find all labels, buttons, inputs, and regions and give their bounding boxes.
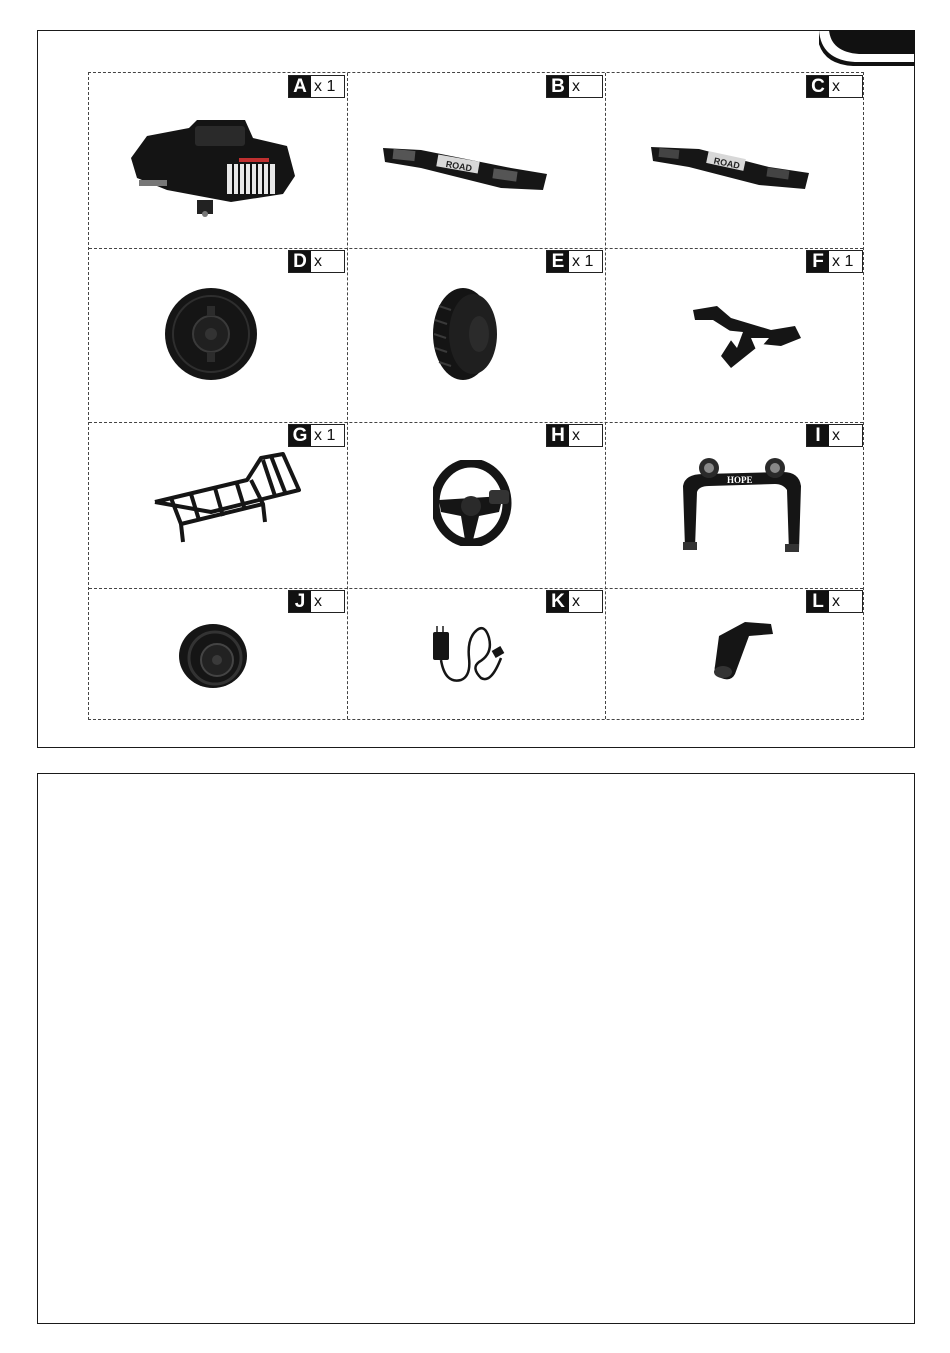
blank-panel [37,773,915,1324]
part-cell-i [605,422,865,588]
light-bar-text: HOPE [727,475,753,485]
part-cell-k [347,588,605,721]
tire-icon [429,286,503,382]
part-label [288,75,345,98]
part-label [806,424,863,447]
part-label [288,424,345,447]
part-quantity: x 1 [572,253,594,270]
part-cell-g [89,422,347,588]
part-quantity: x [832,593,840,610]
part-quantity: x 1 [314,78,336,95]
part-label [806,590,863,613]
bumper-text: ROAD [712,155,741,171]
part-cell-c [605,73,865,248]
part-cell-b [347,73,605,248]
steering-wheel-icon [433,460,515,546]
part-label [546,424,603,447]
hubcap-icon [177,620,249,690]
part-letter: B [547,76,569,97]
part-label [288,590,345,613]
part-cell-a [89,73,347,248]
part-quantity: x [832,427,840,444]
part-quantity: x 1 [832,253,854,270]
part-quantity: x [572,427,580,444]
bracket-icon [691,304,803,374]
part-label [546,250,603,273]
page-corner-tab [819,30,915,66]
part-quantity: x [314,593,322,610]
part-label [806,250,863,273]
part-cell-j [89,588,347,721]
part-letter: E [547,251,569,272]
part-letter: H [547,425,569,446]
part-quantity: x [832,78,840,95]
light-bar-icon [679,456,805,556]
part-letter: C [807,76,829,97]
part-cell-d [89,248,347,422]
part-letter: G [289,425,311,446]
parts-grid [88,72,864,720]
part-cell-h [347,422,605,588]
part-letter: L [807,591,829,612]
charger-icon [431,618,509,688]
part-quantity: x [314,253,322,270]
part-quantity: x [572,593,580,610]
part-cell-f [605,248,865,422]
part-letter: I [807,425,829,446]
roof-rack-icon [151,450,301,550]
part-quantity: x 1 [314,427,336,444]
part-label [288,250,345,273]
part-label [546,75,603,98]
part-cell-e [347,248,605,422]
steering-column-icon [705,618,775,682]
part-letter: J [289,591,311,612]
part-letter: A [289,76,311,97]
part-letter: F [807,251,829,272]
part-quantity: x [572,78,580,95]
car-body-icon [127,118,299,218]
part-label [546,590,603,613]
bumper-text: ROAD [444,158,473,174]
part-letter: K [547,591,569,612]
part-letter: D [289,251,311,272]
part-cell-l [605,588,865,721]
front-bumper-icon [381,138,551,194]
part-label [806,75,863,98]
wheel-icon [163,286,259,382]
